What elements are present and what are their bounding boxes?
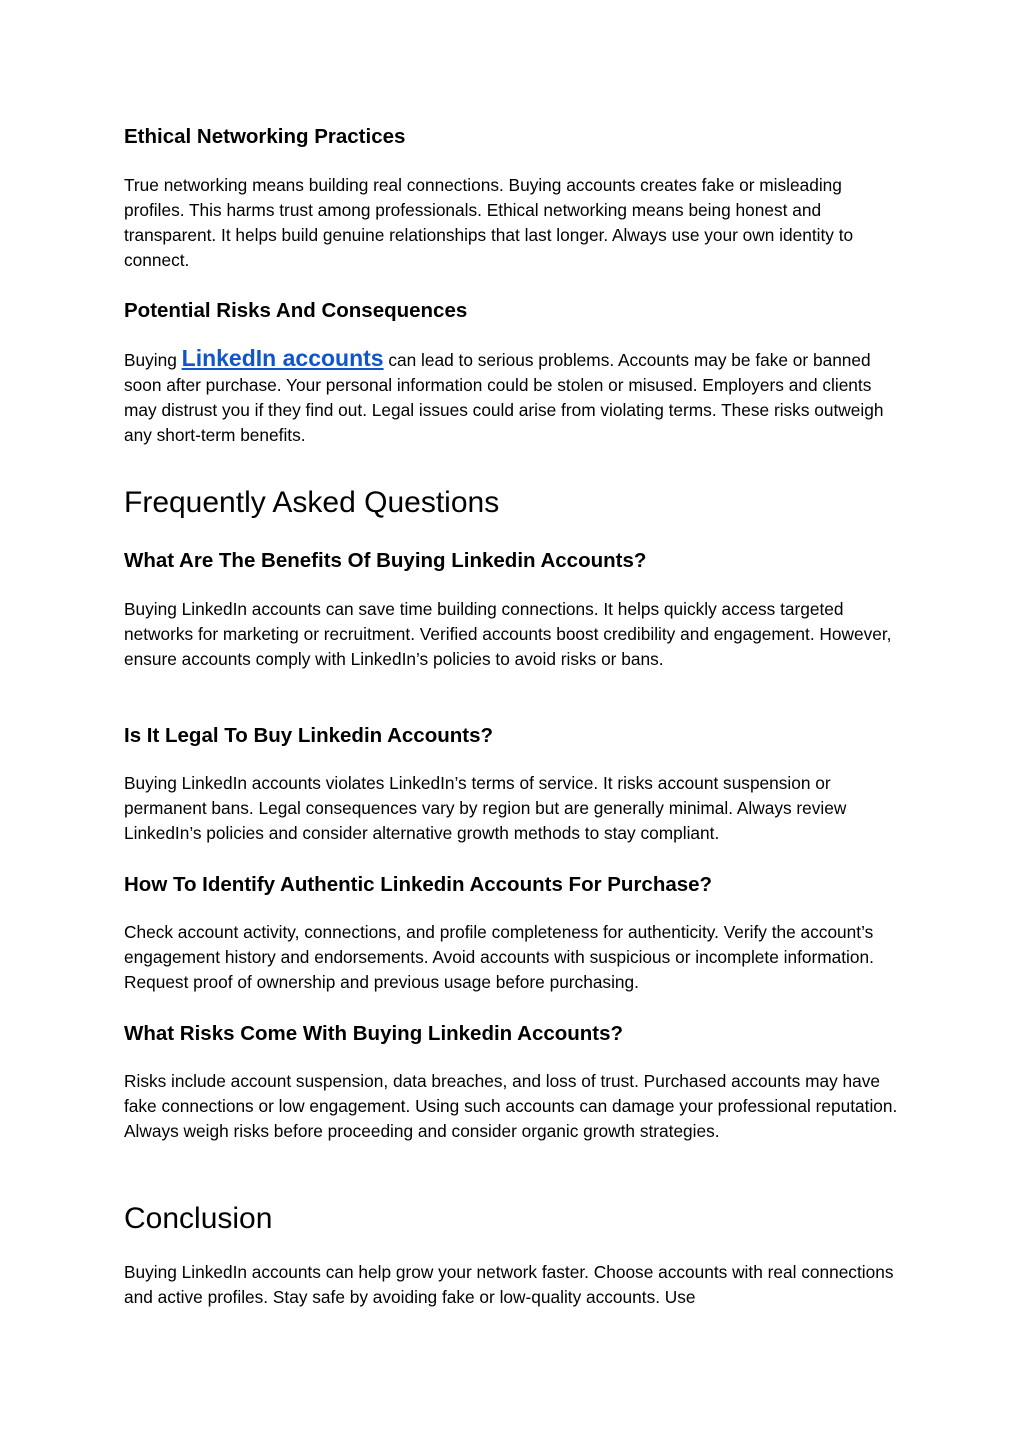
faq-answer: Buying LinkedIn accounts violates LinkedIn’s terms of service. It risks account suspension or permanent bans. Legal consequences vary by region but are generally minimal. Always review LinkedIn’s policies and consider alternative growth methods to stay compliant.	[124, 773, 847, 843]
faq-answer: Check account activity, connections, and profile completeness for authenticity. Verify the account’s engagement history and endorsements. Avoid accounts with suspicious or incomplete information. Request proof of ownership and previous usage before purchasing.	[124, 922, 874, 992]
conclusion-title: Conclusion	[124, 1202, 273, 1235]
faq-question: What Risks Come With Buying Linkedin Accounts?	[124, 1022, 624, 1045]
faq-answer: Buying LinkedIn accounts can save time building connections. It helps quickly access targeted networks for marketing or recruitment. Verified accounts boost credibility and engagement. However, ensure accounts comply with LinkedIn’s policies to avoid risks or bans.	[124, 599, 892, 669]
risks-text-before-link: Buying	[124, 350, 182, 370]
faq-answer: Risks include account suspension, data breaches, and loss of trust. Purchased accounts may have fake connections or low engagement. Using such accounts can damage your professional reputation. Always weigh risks before proceeding and consider organic growth strategies.	[124, 1071, 898, 1141]
faq-question: Is It Legal To Buy Linkedin Accounts?	[124, 724, 494, 747]
potential-risks-heading: Potential Risks And Consequences	[124, 299, 468, 322]
faq-question: How To Identify Authentic Linkedin Accounts For Purchase?	[124, 873, 713, 896]
ethical-networking-paragraph: True networking means building real connections. Buying accounts creates fake or misleading profiles. This harms trust among professionals. Ethical networking means being honest and transparent. It helps build genuine relationships that last longer. Always use your own identity to connect.	[124, 175, 854, 270]
faq-question: What Are The Benefits Of Buying Linkedin Accounts?	[124, 549, 647, 572]
conclusion-paragraph: Buying LinkedIn accounts can help grow your network faster. Choose accounts with real connections and active profiles. Stay safe by avoiding fake or low-quality accounts. Use	[124, 1262, 894, 1307]
risks-text-after-link: can lead to serious problems. Accounts may be fake or banned soon after purchase. Your personal information could be stolen or misused. Employers and clients may distrust you if they find out. Legal issues could arise from violating terms. These risks outweigh any short-term benefits.	[124, 350, 884, 445]
ethical-networking-heading: Ethical Networking Practices	[124, 125, 406, 148]
faq-title: Frequently Asked Questions	[124, 486, 500, 519]
linkedin-accounts-link[interactable]: LinkedIn accounts	[181, 345, 384, 371]
potential-risks-paragraph	[124, 346, 900, 448]
